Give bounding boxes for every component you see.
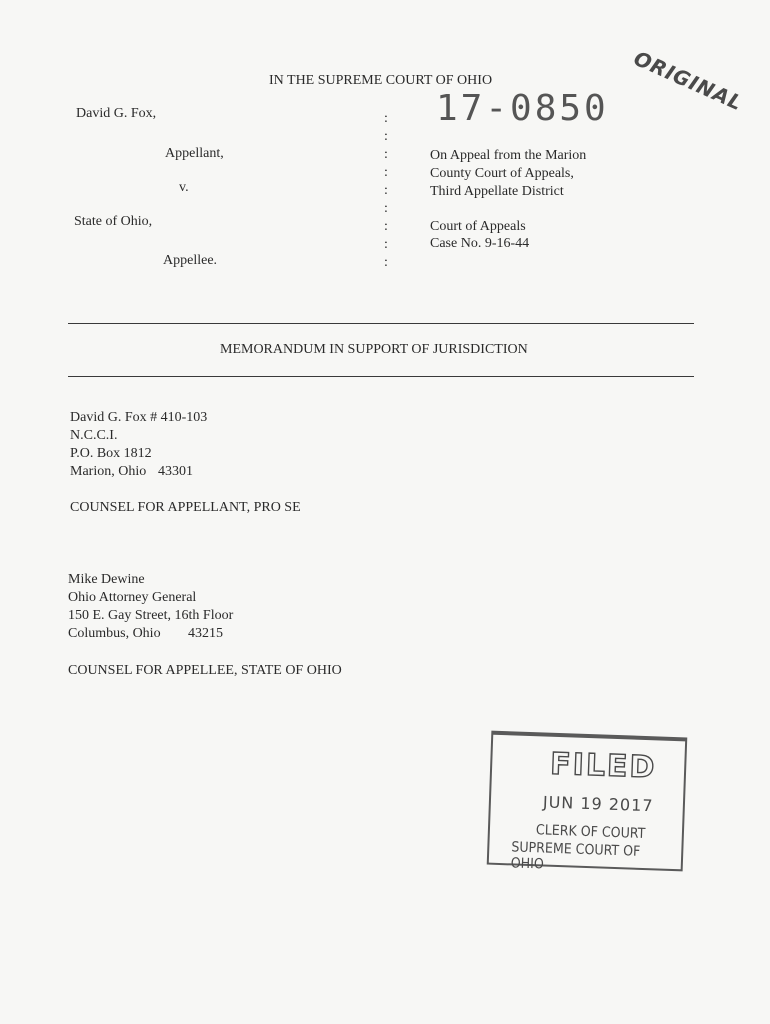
document-title: MEMORANDUM IN SUPPORT OF JURISDICTION: [220, 342, 528, 357]
appellant-zip: 43301: [158, 464, 193, 479]
filed-court-line: SUPREME COURT OF OHIO: [510, 839, 641, 873]
caption-colon: :: [384, 129, 388, 144]
caption-colon: :: [384, 219, 388, 234]
filed-word: FILED: [549, 746, 657, 786]
caption-colon: :: [384, 201, 388, 216]
coa-label: Court of Appeals: [430, 219, 526, 234]
appellant-counsel-name: David G. Fox # 410-103: [70, 410, 208, 425]
appellee-counsel-name: Mike Dewine: [68, 572, 145, 587]
caption-colon: :: [384, 165, 388, 180]
caption-colon: :: [384, 183, 388, 198]
title-rule-bottom: [68, 376, 694, 377]
filed-clerk-line: CLERK OF COURT: [535, 822, 646, 843]
appellee-zip: 43215: [188, 626, 223, 641]
versus-label: v.: [179, 180, 189, 195]
caption-colon: :: [384, 111, 388, 126]
caption-colon: :: [384, 255, 388, 270]
caption-colon: :: [384, 147, 388, 162]
original-stamp: ORIGINAL: [630, 46, 747, 116]
appellee-role: Appellee.: [163, 253, 218, 268]
appellant-role: Appellant,: [165, 146, 224, 161]
appeal-from-line2: County Court of Appeals,: [430, 166, 574, 181]
appellant-city: Marion, Ohio: [70, 464, 147, 479]
appellee-counsel-title: Ohio Attorney General: [68, 590, 197, 605]
appellant-institution: N.C.C.I.: [70, 428, 118, 443]
caption-colon: :: [384, 237, 388, 252]
filed-date: JUN 19 2017: [542, 792, 654, 816]
appellee-street: 150 E. Gay Street, 16th Floor: [68, 608, 234, 623]
appellant-po-box: P.O. Box 1812: [70, 446, 152, 461]
appellant-counsel-designation: COUNSEL FOR APPELLANT, PRO SE: [70, 500, 301, 515]
appellee-city: Columbus, Ohio: [68, 626, 161, 641]
filed-stamp: [487, 731, 688, 872]
case-number: 17-0850: [436, 88, 609, 129]
court-heading: IN THE SUPREME COURT OF OHIO: [269, 73, 493, 88]
appeal-from-line3: Third Appellate District: [430, 184, 564, 199]
appellee-counsel-designation: COUNSEL FOR APPELLEE, STATE OF OHIO: [68, 663, 342, 678]
appellant-name: David G. Fox,: [76, 106, 157, 121]
appeal-from-line1: On Appeal from the Marion: [430, 148, 587, 163]
appellee-name: State of Ohio,: [74, 214, 153, 229]
coa-case-number: Case No. 9-16-44: [430, 236, 530, 251]
title-rule-top: [68, 323, 694, 324]
